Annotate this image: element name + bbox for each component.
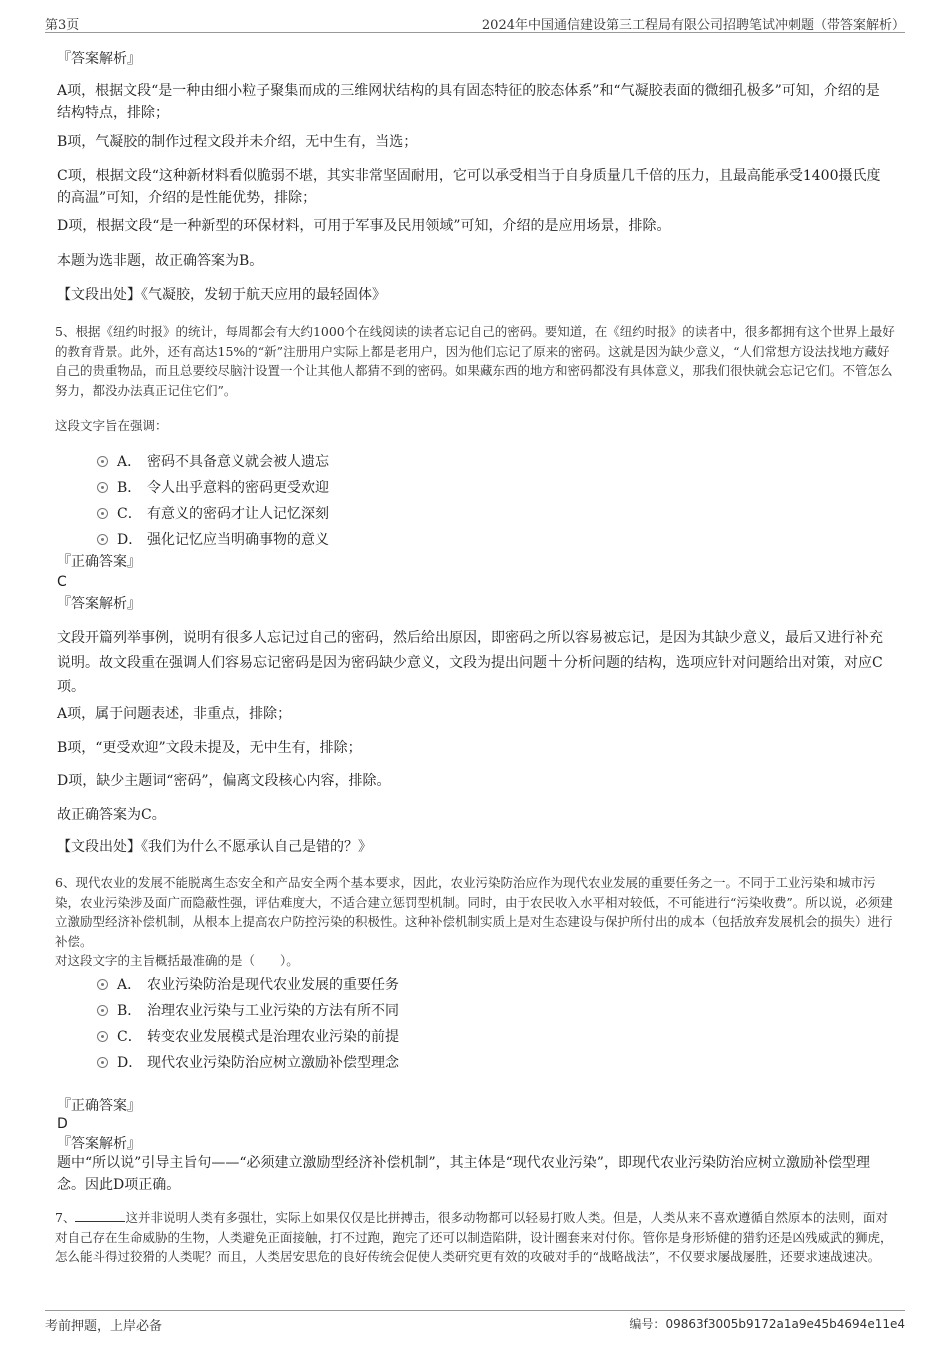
q4-conclusion: 本题为选非题，故正确答案为B。: [57, 253, 264, 269]
q5-option-d[interactable]: D． 强化记忆应当明确事物的意义: [97, 530, 329, 550]
plus-sign: ＋: [547, 652, 564, 672]
q5-analysis-b: B项，“更受欢迎”文段未提及，无中生有，排除；: [57, 740, 362, 756]
page-number: 第3页: [45, 18, 80, 33]
footer-serial: 编号：09863f3005b9172a1a9e45b4694e11e4: [629, 1317, 905, 1331]
q6-question: 对这段文字的主旨概括最准确的是（ ）。: [55, 953, 299, 968]
q5-stem: 5、根据《纽约时报》的统计，每周都会有大约1000个在线阅读的读者忘记自己的密码。要知道，在《纽约时报》的读者中，很多都拥有这个世界上最好的教育背景。此外，还有高达15%的“新”注册用户实际上都是老用户，因为他们忘记了原来的密码。这就是因为缺少意义，“人们常想方设法找地方藏好自己的贵重物品，而且总要绞尽脑汁设置一个让其他人都猜不到的密码。如果藏东西的地方和密码都没有具体意义，那我们很快就会忘记它们。不管怎么努力，都没办法真正记住它们”。: [55, 324, 895, 398]
q5-option-b[interactable]: B． 令人出乎意料的密码更受欢迎: [97, 478, 329, 498]
q5-option-a[interactable]: A． 密码不具备意义就会被人遗忘: [97, 452, 329, 472]
q5-option-c[interactable]: C． 有意义的密码才让人记忆深刻: [97, 504, 329, 524]
radio-icon[interactable]: [97, 534, 108, 545]
q5-analysis-a: A项，属于问题表述，非重点，排除；: [57, 706, 292, 722]
q5-conclusion: 故正确答案为C。: [57, 807, 166, 823]
q6-option-c[interactable]: C． 转变农业发展模式是治理农业污染的前提: [97, 1027, 399, 1047]
document-title: 2024年中国通信建设第三工程局有限公司招聘笔试冲刺题（带答案解析）: [481, 18, 905, 33]
q4-analysis-d: D项，根据文段“是一种新型的环保材料，可用于军事及民用领域”可知，介绍的是应用场景，排除。: [57, 218, 671, 234]
q4-analysis-a: A项，根据文段“是一种由细小粒子聚集而成的三维网状结构的具有固态特征的胶态体系”和“气凝胶表面的微细孔极多”可知，介绍的是结构特点，排除；: [57, 83, 880, 121]
radio-icon[interactable]: [97, 1005, 108, 1016]
fill-blank[interactable]: [75, 1209, 125, 1222]
q6-option-d[interactable]: D． 现代农业污染防治应树立激励补偿型理念: [97, 1053, 399, 1073]
q6-analysis-label: 『答案解析』: [57, 1136, 141, 1152]
q6-option-b[interactable]: B． 治理农业污染与工业污染的方法有所不同: [97, 1001, 399, 1021]
radio-icon[interactable]: [97, 508, 108, 519]
footer-slogan: 考前押题，上岸必备: [45, 1319, 163, 1334]
q5-source: 【文段出处】《我们为什么不愿承认自己是错的？》: [57, 839, 372, 855]
q4-analysis-label: 『答案解析』: [57, 51, 141, 67]
q4-analysis-c: C项，根据文段“这种新材料看似脆弱不堪，其实非常坚固耐用，它可以承受相当于自身质量几千倍的压力，且最高能承受1400摄氏度的高温”可知，介绍的是性能优势，排除；: [57, 168, 881, 206]
q7-stem: 7、 这并非说明人类有多强壮，实际上如果仅仅是比拼搏击，很多动物都可以轻易打败人类。但是，人类从来不喜欢遵循自然原本的法则，面对对自己存在生命威胁的生物，人类避免正面接触，打不过跑，跑完了还可以制造陷阱，设计圈套来对付你。管你是身形矫健的猎豹还是凶残威武的狮虎，怎么能斗得过狡猾的人类呢？而且，人类居安思危的良好传统会促使人类研究更有效的攻破对手的“战略战法”，不仅要求屡战屡胜，还要求速战速决。: [55, 1210, 893, 1264]
radio-icon[interactable]: [97, 979, 108, 990]
page-footer: [45, 1310, 905, 1335]
page-header: [45, 12, 905, 33]
q5-analysis-label: 『答案解析』: [57, 596, 141, 612]
q6-analysis: 题中“所以说”引导主旨句——“必须建立激励型经济补偿机制”，其主体是“现代农业污染”，即现代农业污染防治应树立激励补偿型理念。因此D项正确。: [57, 1155, 870, 1193]
q5-analysis: 文段开篇列举事例，说明有很多人忘记过自己的密码，然后给出原因，即密码之所以容易被忘记，是因为其缺少意义，最后又进行补充说明。故文段重在强调人们容易忘记密码是因为密码缺少意义，文段为提出问题＋分析问题的结构，选项应针对问题给出对策，对应C项。: [57, 630, 883, 695]
q4-analysis-b: B项，气凝胶的制作过程文段并未介绍，无中生有，当选；: [57, 134, 418, 150]
q5-correct-label: 『正确答案』: [57, 554, 141, 570]
radio-icon[interactable]: [97, 456, 108, 467]
q6-answer: D: [57, 1116, 68, 1132]
q4-source: 【文段出处】《气凝胶，发轫于航天应用的最轻固体》: [57, 287, 386, 303]
q6-option-a[interactable]: A． 农业污染防治是现代农业发展的重要任务: [97, 975, 399, 995]
radio-icon[interactable]: [97, 1057, 108, 1068]
radio-icon[interactable]: [97, 1031, 108, 1042]
q5-answer: C: [57, 574, 67, 590]
q5-analysis-d: D项，缺少主题词“密码”，偏离文段核心内容，排除。: [57, 773, 391, 789]
q5-question: 这段文字旨在强调：: [55, 418, 168, 433]
q6-stem: 6、现代农业的发展不能脱离生态安全和产品安全两个基本要求，因此，农业污染防治应作为现代农业发展的重要任务之一。不同于工业污染和城市污染，农业污染涉及面广而隐蔽性强，评估难度大，不适合建立惩罚型机制。同时，由于农民收入水平相对较低，不可能进行“污染收费”。所以说，必须建立激励型经济补偿机制，从根本上提高农户防控污染的积极性。这种补偿机制实质上是对生态建设与保护所付出的成本（包括放弃发展机会的损失）进行补偿。: [55, 875, 893, 949]
radio-icon[interactable]: [97, 482, 108, 493]
q6-correct-label: 『正确答案』: [57, 1098, 141, 1114]
